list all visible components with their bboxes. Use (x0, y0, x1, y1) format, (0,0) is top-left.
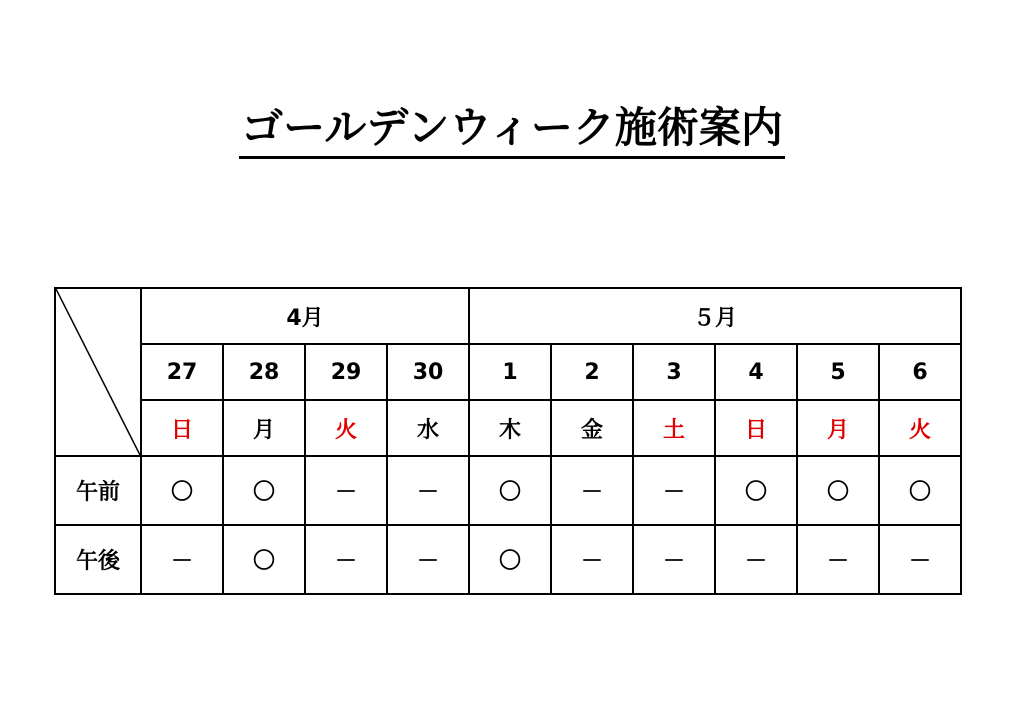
closed-mark: － (551, 525, 633, 594)
morning-label: 午前 (55, 456, 141, 525)
date-cell: 30 (387, 344, 469, 400)
weekday-cell: 金 (551, 400, 633, 456)
closed-mark: － (715, 525, 797, 594)
weekday-cell: 木 (469, 400, 551, 456)
closed-mark: － (879, 525, 961, 594)
weekday-cell: 火 (305, 400, 387, 456)
weekday-cell: 日 (141, 400, 223, 456)
date-cell: 29 (305, 344, 387, 400)
date-cell: 3 (633, 344, 715, 400)
title-wrapper (0, 100, 1024, 159)
open-mark: 〇 (469, 456, 551, 525)
closed-mark: － (551, 456, 633, 525)
date-cell: 28 (223, 344, 305, 400)
month-may: ５月 (469, 288, 961, 344)
date-cell: 4 (715, 344, 797, 400)
open-mark: 〇 (797, 456, 879, 525)
weekday-cell: 水 (387, 400, 469, 456)
open-mark: 〇 (223, 456, 305, 525)
weekday-cell: 月 (797, 400, 879, 456)
open-mark: 〇 (715, 456, 797, 525)
date-cell: 5 (797, 344, 879, 400)
weekday-cell: 日 (715, 400, 797, 456)
date-row (55, 344, 961, 400)
open-mark: 〇 (469, 525, 551, 594)
closed-mark: － (633, 525, 715, 594)
open-mark: 〇 (141, 456, 223, 525)
closed-mark: － (141, 525, 223, 594)
closed-mark: － (305, 456, 387, 525)
closed-mark: － (387, 456, 469, 525)
closed-mark: － (387, 525, 469, 594)
schedule-table (54, 287, 962, 595)
weekday-cell: 土 (633, 400, 715, 456)
closed-mark: － (633, 456, 715, 525)
date-cell: 27 (141, 344, 223, 400)
morning-row (55, 456, 961, 525)
weekday-row (55, 400, 961, 456)
month-row (55, 288, 961, 344)
closed-mark: － (305, 525, 387, 594)
page-title: ゴールデンウィーク施術案内 (239, 100, 785, 159)
open-mark: 〇 (223, 525, 305, 594)
month-april: 4月 (141, 288, 469, 344)
diagonal-line (56, 289, 140, 455)
afternoon-row (55, 525, 961, 594)
date-cell: 6 (879, 344, 961, 400)
corner-cell (55, 288, 141, 456)
date-cell: 2 (551, 344, 633, 400)
open-mark: 〇 (879, 456, 961, 525)
weekday-cell: 火 (879, 400, 961, 456)
weekday-cell: 月 (223, 400, 305, 456)
afternoon-label: 午後 (55, 525, 141, 594)
date-cell: 1 (469, 344, 551, 400)
closed-mark: － (797, 525, 879, 594)
